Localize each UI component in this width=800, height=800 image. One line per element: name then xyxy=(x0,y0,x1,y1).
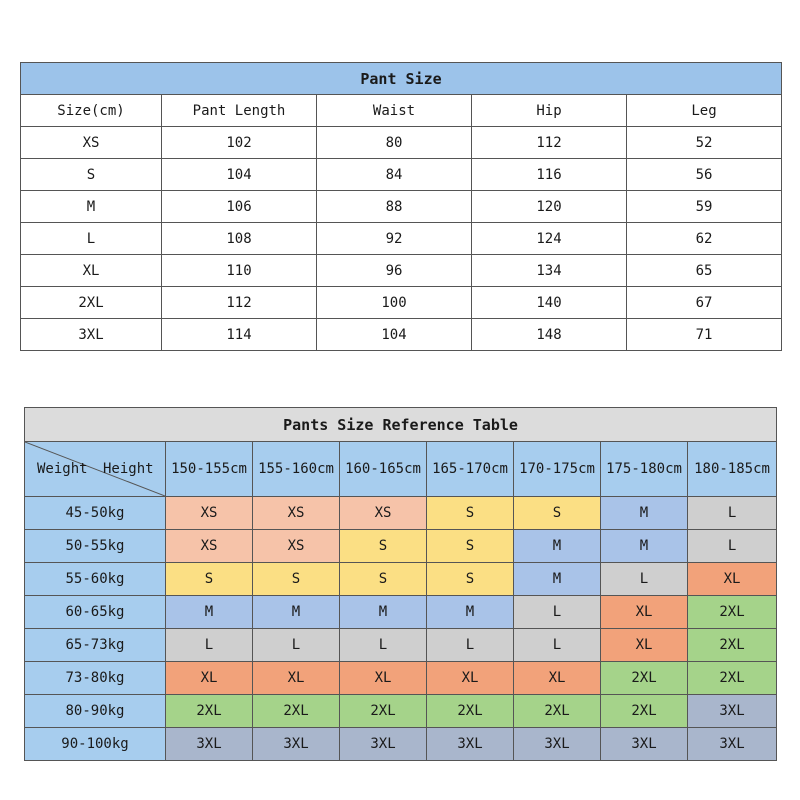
size-cell: 2XL xyxy=(340,695,427,728)
size-cell: 3XL xyxy=(427,728,514,761)
size-cell: XL xyxy=(253,662,340,695)
size-cell: 2XL xyxy=(601,662,688,695)
size-cell: XL xyxy=(427,662,514,695)
table-cell: 67 xyxy=(627,287,782,319)
table-cell: XS xyxy=(21,127,162,159)
size-cell: S xyxy=(166,563,253,596)
size-cell: XS xyxy=(253,530,340,563)
table-row xyxy=(25,563,777,596)
height-range-header: 150-155cm xyxy=(166,442,253,497)
column-header-leg: Leg xyxy=(627,95,782,127)
table-row xyxy=(25,662,777,695)
weight-range-label: 80-90kg xyxy=(25,695,166,728)
height-range-header: 155-160cm xyxy=(253,442,340,497)
table-cell: XL xyxy=(21,255,162,287)
size-cell: XL xyxy=(601,596,688,629)
height-range-header: 175-180cm xyxy=(601,442,688,497)
table-cell: 134 xyxy=(472,255,627,287)
size-cell: XS xyxy=(166,497,253,530)
size-cell: M xyxy=(340,596,427,629)
table-cell: 106 xyxy=(162,191,317,223)
table-cell: 59 xyxy=(627,191,782,223)
table-row xyxy=(21,255,782,287)
size-cell: 2XL xyxy=(601,695,688,728)
size-cell: L xyxy=(601,563,688,596)
table-cell: 112 xyxy=(162,287,317,319)
table-row xyxy=(25,629,777,662)
size-cell: 3XL xyxy=(688,728,777,761)
table-cell: 71 xyxy=(627,319,782,351)
table-cell: 80 xyxy=(317,127,472,159)
size-cell: 3XL xyxy=(514,728,601,761)
height-range-header: 180-185cm xyxy=(688,442,777,497)
size-cell: 3XL xyxy=(166,728,253,761)
weight-range-label: 55-60kg xyxy=(25,563,166,596)
table-cell: 112 xyxy=(472,127,627,159)
table-cell: 96 xyxy=(317,255,472,287)
size-cell: S xyxy=(427,563,514,596)
weight-range-label: 73-80kg xyxy=(25,662,166,695)
size-cell: M xyxy=(514,530,601,563)
size-cell: XL xyxy=(514,662,601,695)
size-cell: L xyxy=(688,530,777,563)
size-cell: 3XL xyxy=(601,728,688,761)
table-cell: 56 xyxy=(627,159,782,191)
table-row xyxy=(21,159,782,191)
column-header-waist: Waist xyxy=(317,95,472,127)
table-cell: 120 xyxy=(472,191,627,223)
table-cell: 140 xyxy=(472,287,627,319)
size-cell: L xyxy=(427,629,514,662)
height-range-header: 165-170cm xyxy=(427,442,514,497)
table-row xyxy=(21,223,782,255)
table-cell: 104 xyxy=(162,159,317,191)
table-cell: 92 xyxy=(317,223,472,255)
size-cell: XS xyxy=(340,497,427,530)
table-cell: 2XL xyxy=(21,287,162,319)
column-header-pant-length: Pant Length xyxy=(162,95,317,127)
height-range-header: 160-165cm xyxy=(340,442,427,497)
table-row xyxy=(25,596,777,629)
size-cell: XS xyxy=(166,530,253,563)
height-range-header: 170-175cm xyxy=(514,442,601,497)
size-cell: L xyxy=(340,629,427,662)
size-cell: L xyxy=(166,629,253,662)
size-cell: XL xyxy=(688,563,777,596)
table-cell: S xyxy=(21,159,162,191)
size-cell: M xyxy=(166,596,253,629)
size-cell: 2XL xyxy=(427,695,514,728)
reference-table-title: Pants Size Reference Table xyxy=(25,408,777,442)
size-cell: XL xyxy=(340,662,427,695)
table-cell: 110 xyxy=(162,255,317,287)
weight-range-label: 90-100kg xyxy=(25,728,166,761)
table-cell: 62 xyxy=(627,223,782,255)
table-row xyxy=(21,127,782,159)
column-header-hip: Hip xyxy=(472,95,627,127)
size-cell: 2XL xyxy=(688,662,777,695)
table-row xyxy=(21,287,782,319)
pant-size-title: Pant Size xyxy=(21,63,782,95)
table-row xyxy=(25,728,777,761)
size-cell: 3XL xyxy=(688,695,777,728)
table-cell: 84 xyxy=(317,159,472,191)
size-cell: M xyxy=(601,497,688,530)
size-cell: L xyxy=(688,497,777,530)
table-row xyxy=(21,191,782,223)
weight-height-corner-cell xyxy=(25,442,166,497)
size-cell: 2XL xyxy=(166,695,253,728)
weight-range-label: 60-65kg xyxy=(25,596,166,629)
pant-size-table xyxy=(20,62,782,351)
table-row xyxy=(25,497,777,530)
size-cell: S xyxy=(253,563,340,596)
size-cell: 3XL xyxy=(253,728,340,761)
table-cell: 65 xyxy=(627,255,782,287)
size-cell: L xyxy=(253,629,340,662)
table-cell: 100 xyxy=(317,287,472,319)
size-cell: S xyxy=(427,497,514,530)
table-cell: 148 xyxy=(472,319,627,351)
size-cell: 2XL xyxy=(514,695,601,728)
corner-height-label: Height xyxy=(103,461,154,477)
table-cell: 52 xyxy=(627,127,782,159)
table-cell: 88 xyxy=(317,191,472,223)
table-cell: 124 xyxy=(472,223,627,255)
size-cell: 3XL xyxy=(340,728,427,761)
size-cell: S xyxy=(514,497,601,530)
column-header-size: Size(cm) xyxy=(21,95,162,127)
size-cell: M xyxy=(601,530,688,563)
size-cell: XL xyxy=(601,629,688,662)
size-cell: L xyxy=(514,596,601,629)
size-cell: S xyxy=(427,530,514,563)
pants-size-reference-table xyxy=(24,407,777,761)
table-cell: 104 xyxy=(317,319,472,351)
weight-range-label: 50-55kg xyxy=(25,530,166,563)
size-cell: 2XL xyxy=(688,596,777,629)
table-row xyxy=(25,695,777,728)
size-cell: L xyxy=(514,629,601,662)
weight-range-label: 65-73kg xyxy=(25,629,166,662)
table-cell: 116 xyxy=(472,159,627,191)
table-cell: 102 xyxy=(162,127,317,159)
size-cell: 2XL xyxy=(688,629,777,662)
table-row xyxy=(25,530,777,563)
size-cell: 2XL xyxy=(253,695,340,728)
size-cell: S xyxy=(340,563,427,596)
size-cell: S xyxy=(340,530,427,563)
table-cell: L xyxy=(21,223,162,255)
table-cell: 114 xyxy=(162,319,317,351)
table-cell: M xyxy=(21,191,162,223)
table-cell: 3XL xyxy=(21,319,162,351)
size-cell: M xyxy=(427,596,514,629)
table-row xyxy=(21,319,782,351)
size-cell: XS xyxy=(253,497,340,530)
table-cell: 108 xyxy=(162,223,317,255)
weight-range-label: 45-50kg xyxy=(25,497,166,530)
size-cell: XL xyxy=(166,662,253,695)
corner-weight-label: Weight xyxy=(37,461,88,477)
size-cell: M xyxy=(253,596,340,629)
size-cell: M xyxy=(514,563,601,596)
